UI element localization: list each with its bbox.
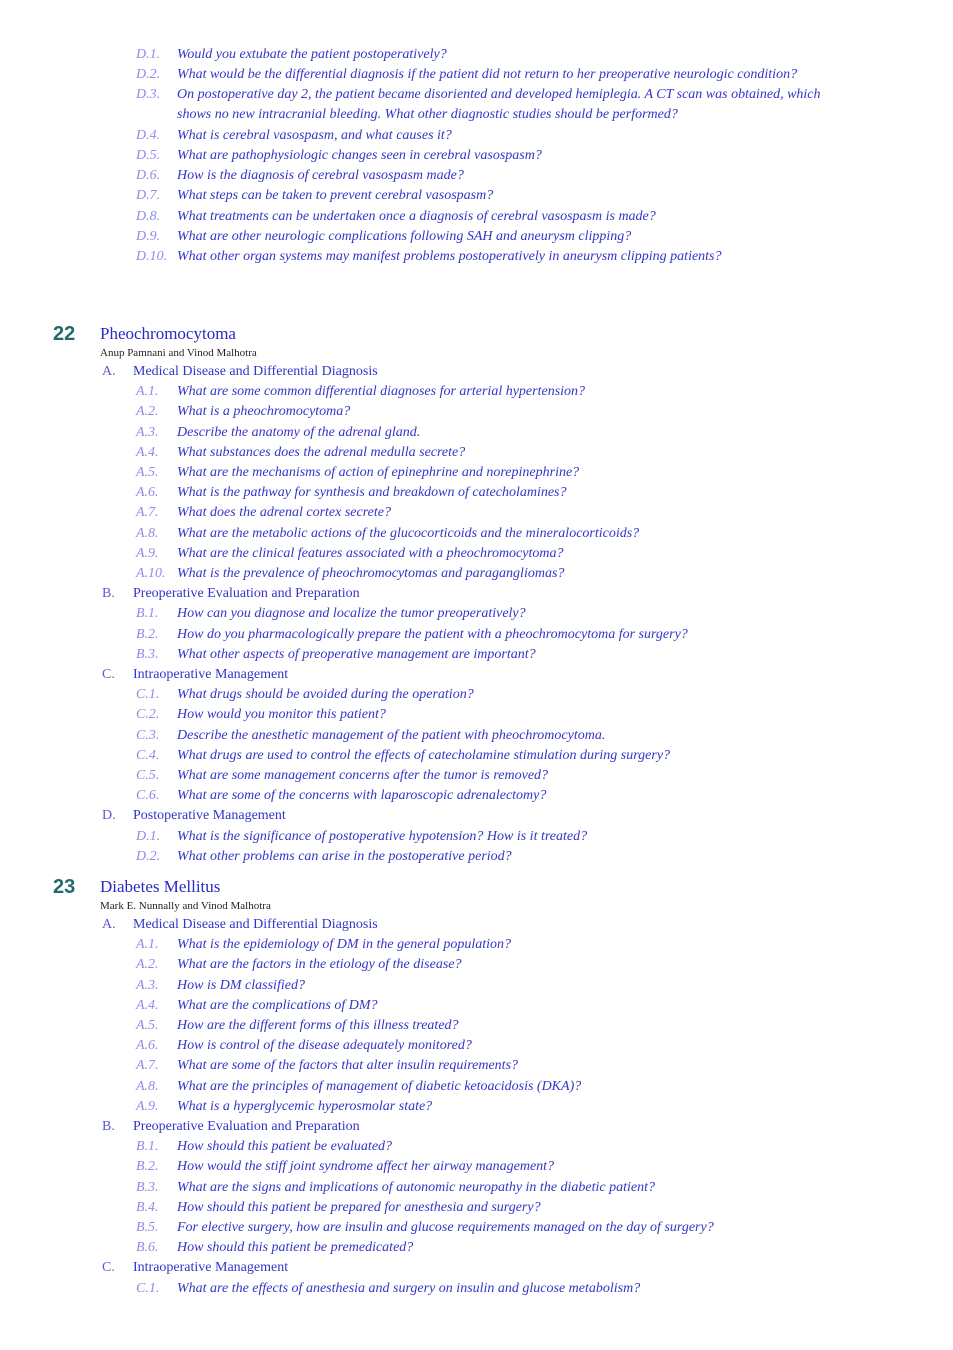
question-text[interactable]: What are some management concerns after the tumor is removed? [177, 768, 549, 783]
question-number: A.8. [136, 1079, 159, 1094]
toc-question[interactable] [0, 45, 953, 65]
question-text[interactable]: How would you monitor this patient? [177, 707, 386, 722]
question-number: D.2. [136, 67, 161, 82]
question-number: A.5. [136, 1018, 159, 1033]
section-letter: D. [102, 808, 116, 823]
section-title[interactable]: Medical Disease and Differential Diagnosis [133, 364, 378, 379]
question-number: A.9. [136, 1099, 159, 1114]
section-title[interactable]: Medical Disease and Differential Diagnosis [133, 917, 378, 932]
question-text[interactable]: How should this patient be prepared for anesthesia and surgery? [177, 1200, 541, 1215]
question-text[interactable]: What is the significance of postoperative hypotension? How is it treated? [177, 829, 588, 844]
toc-question[interactable] [0, 443, 953, 463]
question-number: B.1. [136, 606, 159, 621]
chapter-number: 22 [53, 323, 76, 345]
question-number: D.6. [136, 168, 161, 183]
toc-question[interactable] [0, 227, 953, 247]
question-text[interactable]: How can you diagnose and localize the tumor preoperatively? [177, 606, 526, 621]
question-text[interactable]: What treatments can be undertaken once a diagnosis of cerebral vasospasm is made? [177, 209, 656, 224]
toc-question[interactable] [0, 1198, 953, 1218]
question-text[interactable]: Would you extubate the patient postoperatively? [177, 47, 447, 62]
question-text[interactable]: What other organ systems may manifest problems postoperatively in aneurysm clipping patients? [177, 249, 722, 264]
chapter-number: 23 [53, 876, 76, 898]
toc-question[interactable] [0, 786, 953, 806]
question-number: A.2. [136, 957, 159, 972]
question-number: C.4. [136, 748, 160, 763]
question-number: B.3. [136, 647, 159, 662]
section-heading[interactable] [0, 584, 953, 604]
question-text[interactable]: Describe the anesthetic management of the patient with pheochromocytoma. [177, 728, 606, 743]
question-number: A.1. [136, 384, 159, 399]
toc-question[interactable] [0, 827, 953, 847]
toc-question-continuation[interactable] [0, 105, 953, 125]
toc-question[interactable] [0, 483, 953, 503]
toc-question[interactable] [0, 1279, 953, 1299]
chapter-heading[interactable] [0, 873, 953, 901]
question-number: A.8. [136, 526, 159, 541]
toc-question[interactable] [0, 604, 953, 624]
question-number: A.5. [136, 465, 159, 480]
toc-question[interactable] [0, 524, 953, 544]
question-text[interactable]: How is control of the disease adequately monitored? [177, 1038, 472, 1053]
question-text[interactable]: How should this patient be evaluated? [177, 1139, 393, 1154]
section-letter: A. [102, 917, 116, 932]
question-text[interactable]: Describe the anatomy of the adrenal gland. [177, 425, 421, 440]
question-text[interactable]: What substances does the adrenal medulla secrete? [177, 445, 466, 460]
question-number: B.3. [136, 1180, 159, 1195]
question-text[interactable]: On postoperative day 2, the patient became disoriented and developed hemiplegia. A CT scan was obtained, which [177, 87, 821, 102]
question-number: B.5. [136, 1220, 159, 1235]
question-number: D.2. [136, 849, 161, 864]
question-text-continued[interactable]: shows no new intracranial bleeding. What other diagnostic studies should be performed? [177, 107, 678, 122]
question-number: B.2. [136, 627, 159, 642]
question-text[interactable]: What are the effects of anesthesia and surgery on insulin and glucose metabolism? [177, 1281, 641, 1296]
question-text[interactable]: What are pathophysiologic changes seen in cerebral vasospasm? [177, 148, 542, 163]
toc-question[interactable] [0, 423, 953, 443]
section-title[interactable]: Intraoperative Management [133, 1260, 289, 1275]
question-number: A.9. [136, 546, 159, 561]
question-number: D.8. [136, 209, 161, 224]
toc-question[interactable] [0, 186, 953, 206]
chapter-heading[interactable] [0, 320, 953, 348]
toc-question[interactable] [0, 1077, 953, 1097]
question-number: C.2. [136, 707, 160, 722]
toc-question[interactable] [0, 1056, 953, 1076]
toc-question[interactable] [0, 402, 953, 422]
question-number: B.1. [136, 1139, 159, 1154]
toc-question[interactable] [0, 935, 953, 955]
question-number: B.2. [136, 1159, 159, 1174]
question-text[interactable]: What are the signs and implications of autonomic neuropathy in the diabetic patient? [177, 1180, 656, 1195]
question-text[interactable]: What drugs should be avoided during the operation? [177, 687, 474, 702]
question-number: C.5. [136, 768, 160, 783]
section-title[interactable]: Preoperative Evaluation and Preparation [133, 586, 360, 601]
toc-question[interactable] [0, 996, 953, 1016]
question-text[interactable]: What are the mechanisms of action of epinephrine and norepinephrine? [177, 465, 580, 480]
toc-question[interactable] [0, 1157, 953, 1177]
section-title[interactable]: Preoperative Evaluation and Preparation [133, 1119, 360, 1134]
question-text[interactable]: What is the epidemiology of DM in the general population? [177, 937, 512, 952]
toc-question[interactable] [0, 126, 953, 146]
question-number: D.9. [136, 229, 161, 244]
question-number: A.2. [136, 404, 159, 419]
toc-question[interactable] [0, 1218, 953, 1238]
section-letter: A. [102, 364, 116, 379]
section-letter: B. [102, 586, 115, 601]
question-text[interactable]: What are the clinical features associated with a pheochromocytoma? [177, 546, 564, 561]
toc-question[interactable] [0, 207, 953, 227]
question-text[interactable]: What is cerebral vasospasm, and what causes it? [177, 128, 452, 143]
question-text[interactable]: What other problems can arise in the postoperative period? [177, 849, 512, 864]
question-number: A.1. [136, 937, 159, 952]
toc-question[interactable] [0, 382, 953, 402]
question-number: A.10. [136, 566, 166, 581]
question-number: D.1. [136, 47, 161, 62]
question-text[interactable]: What other aspects of preoperative management are important? [177, 647, 536, 662]
question-number: D.7. [136, 188, 161, 203]
toc-question[interactable] [0, 166, 953, 186]
question-number: A.3. [136, 978, 159, 993]
toc-question[interactable] [0, 146, 953, 166]
question-number: D.1. [136, 829, 161, 844]
toc-question[interactable] [0, 746, 953, 766]
question-text[interactable]: How would the stiff joint syndrome affect her airway management? [177, 1159, 555, 1174]
toc-question[interactable] [0, 976, 953, 996]
toc-question[interactable] [0, 766, 953, 786]
question-text[interactable]: How is the diagnosis of cerebral vasospasm made? [177, 168, 464, 183]
section-letter: B. [102, 1119, 115, 1134]
question-text[interactable]: What is a pheochromocytoma? [177, 404, 351, 419]
question-number: C.6. [136, 788, 160, 803]
question-number: D.3. [136, 87, 161, 102]
question-number: C.1. [136, 687, 160, 702]
question-text[interactable]: What are the factors in the etiology of the disease? [177, 957, 462, 972]
section-heading[interactable] [0, 806, 953, 826]
toc-question[interactable] [0, 1238, 953, 1258]
question-number: A.6. [136, 485, 159, 500]
toc-question[interactable] [0, 645, 953, 665]
question-number: A.3. [136, 425, 159, 440]
toc-question[interactable] [0, 847, 953, 867]
toc-question[interactable] [0, 1036, 953, 1056]
question-text[interactable]: How are the different forms of this illness treated? [177, 1018, 459, 1033]
question-text[interactable]: What drugs are used to control the effects of catecholamine stimulation during surgery? [177, 748, 671, 763]
question-number: D.4. [136, 128, 161, 143]
toc-question[interactable] [0, 625, 953, 645]
question-text[interactable]: What is the prevalence of pheochromocytomas and paragangliomas? [177, 566, 565, 581]
toc-question[interactable] [0, 503, 953, 523]
toc-question[interactable] [0, 1097, 953, 1117]
question-number: A.4. [136, 445, 159, 460]
chapter-authors: Anup Pamnani and Vinod Malhotra [100, 347, 257, 359]
question-text[interactable]: What are other neurologic complications following SAH and aneurysm clipping? [177, 229, 632, 244]
toc-question[interactable] [0, 65, 953, 85]
question-number: A.7. [136, 505, 159, 520]
question-text[interactable]: What is a hyperglycemic hyperosmolar state? [177, 1099, 433, 1114]
question-text[interactable]: How is DM classified? [177, 978, 305, 993]
toc-question[interactable] [0, 463, 953, 483]
section-letter: C. [102, 1260, 115, 1275]
section-heading[interactable] [0, 665, 953, 685]
question-text[interactable]: How should this patient be premedicated? [177, 1240, 414, 1255]
chapter-authors: Mark E. Nunnally and Vinod Malhotra [100, 900, 271, 912]
question-text[interactable]: What steps can be taken to prevent cerebral vasospasm? [177, 188, 494, 203]
question-number: B.4. [136, 1200, 159, 1215]
question-number: A.4. [136, 998, 159, 1013]
question-text[interactable]: How do you pharmacologically prepare the patient with a pheochromocytoma for surgery? [177, 627, 688, 642]
chapter-title[interactable]: Pheochromocytoma [100, 324, 236, 343]
toc-question[interactable] [0, 85, 953, 105]
question-text[interactable]: What are some common differential diagnoses for arterial hypertension? [177, 384, 586, 399]
toc-question[interactable] [0, 726, 953, 746]
section-heading[interactable] [0, 915, 953, 935]
question-text[interactable]: What is the pathway for synthesis and breakdown of catecholamines? [177, 485, 567, 500]
question-number: A.6. [136, 1038, 159, 1053]
toc-question[interactable] [0, 1137, 953, 1157]
question-text[interactable]: What are the metabolic actions of the glucocorticoids and the mineralocorticoids? [177, 526, 640, 541]
toc-question[interactable] [0, 955, 953, 975]
toc-question[interactable] [0, 247, 953, 267]
question-text[interactable]: For elective surgery, how are insulin and glucose requirements managed on the day of surgery? [177, 1220, 714, 1235]
question-number: D.5. [136, 148, 161, 163]
question-text[interactable]: What are some of the factors that alter insulin requirements? [177, 1058, 519, 1073]
toc-question[interactable] [0, 1016, 953, 1036]
section-heading[interactable] [0, 1258, 953, 1278]
section-heading[interactable] [0, 1117, 953, 1137]
toc-question[interactable] [0, 544, 953, 564]
toc-question[interactable] [0, 564, 953, 584]
toc-question[interactable] [0, 1178, 953, 1198]
question-number: B.6. [136, 1240, 159, 1255]
section-letter: C. [102, 667, 115, 682]
question-text[interactable]: What are the complications of DM? [177, 998, 378, 1013]
question-text[interactable]: What are some of the concerns with laparoscopic adrenalectomy? [177, 788, 547, 803]
question-text[interactable]: What would be the differential diagnosis if the patient did not return to her preoperative neurologic condition? [177, 67, 798, 82]
question-number: C.3. [136, 728, 160, 743]
question-number: A.7. [136, 1058, 159, 1073]
section-title[interactable]: Intraoperative Management [133, 667, 289, 682]
question-number: D.10. [136, 249, 168, 264]
question-number: C.1. [136, 1281, 160, 1296]
toc-question[interactable] [0, 705, 953, 725]
question-text[interactable]: What does the adrenal cortex secrete? [177, 505, 391, 520]
chapter-title[interactable]: Diabetes Mellitus [100, 877, 221, 896]
section-title[interactable]: Postoperative Management [133, 808, 286, 823]
toc-question[interactable] [0, 685, 953, 705]
question-text[interactable]: What are the principles of management of diabetic ketoacidosis (DKA)? [177, 1079, 582, 1094]
section-heading[interactable] [0, 362, 953, 382]
